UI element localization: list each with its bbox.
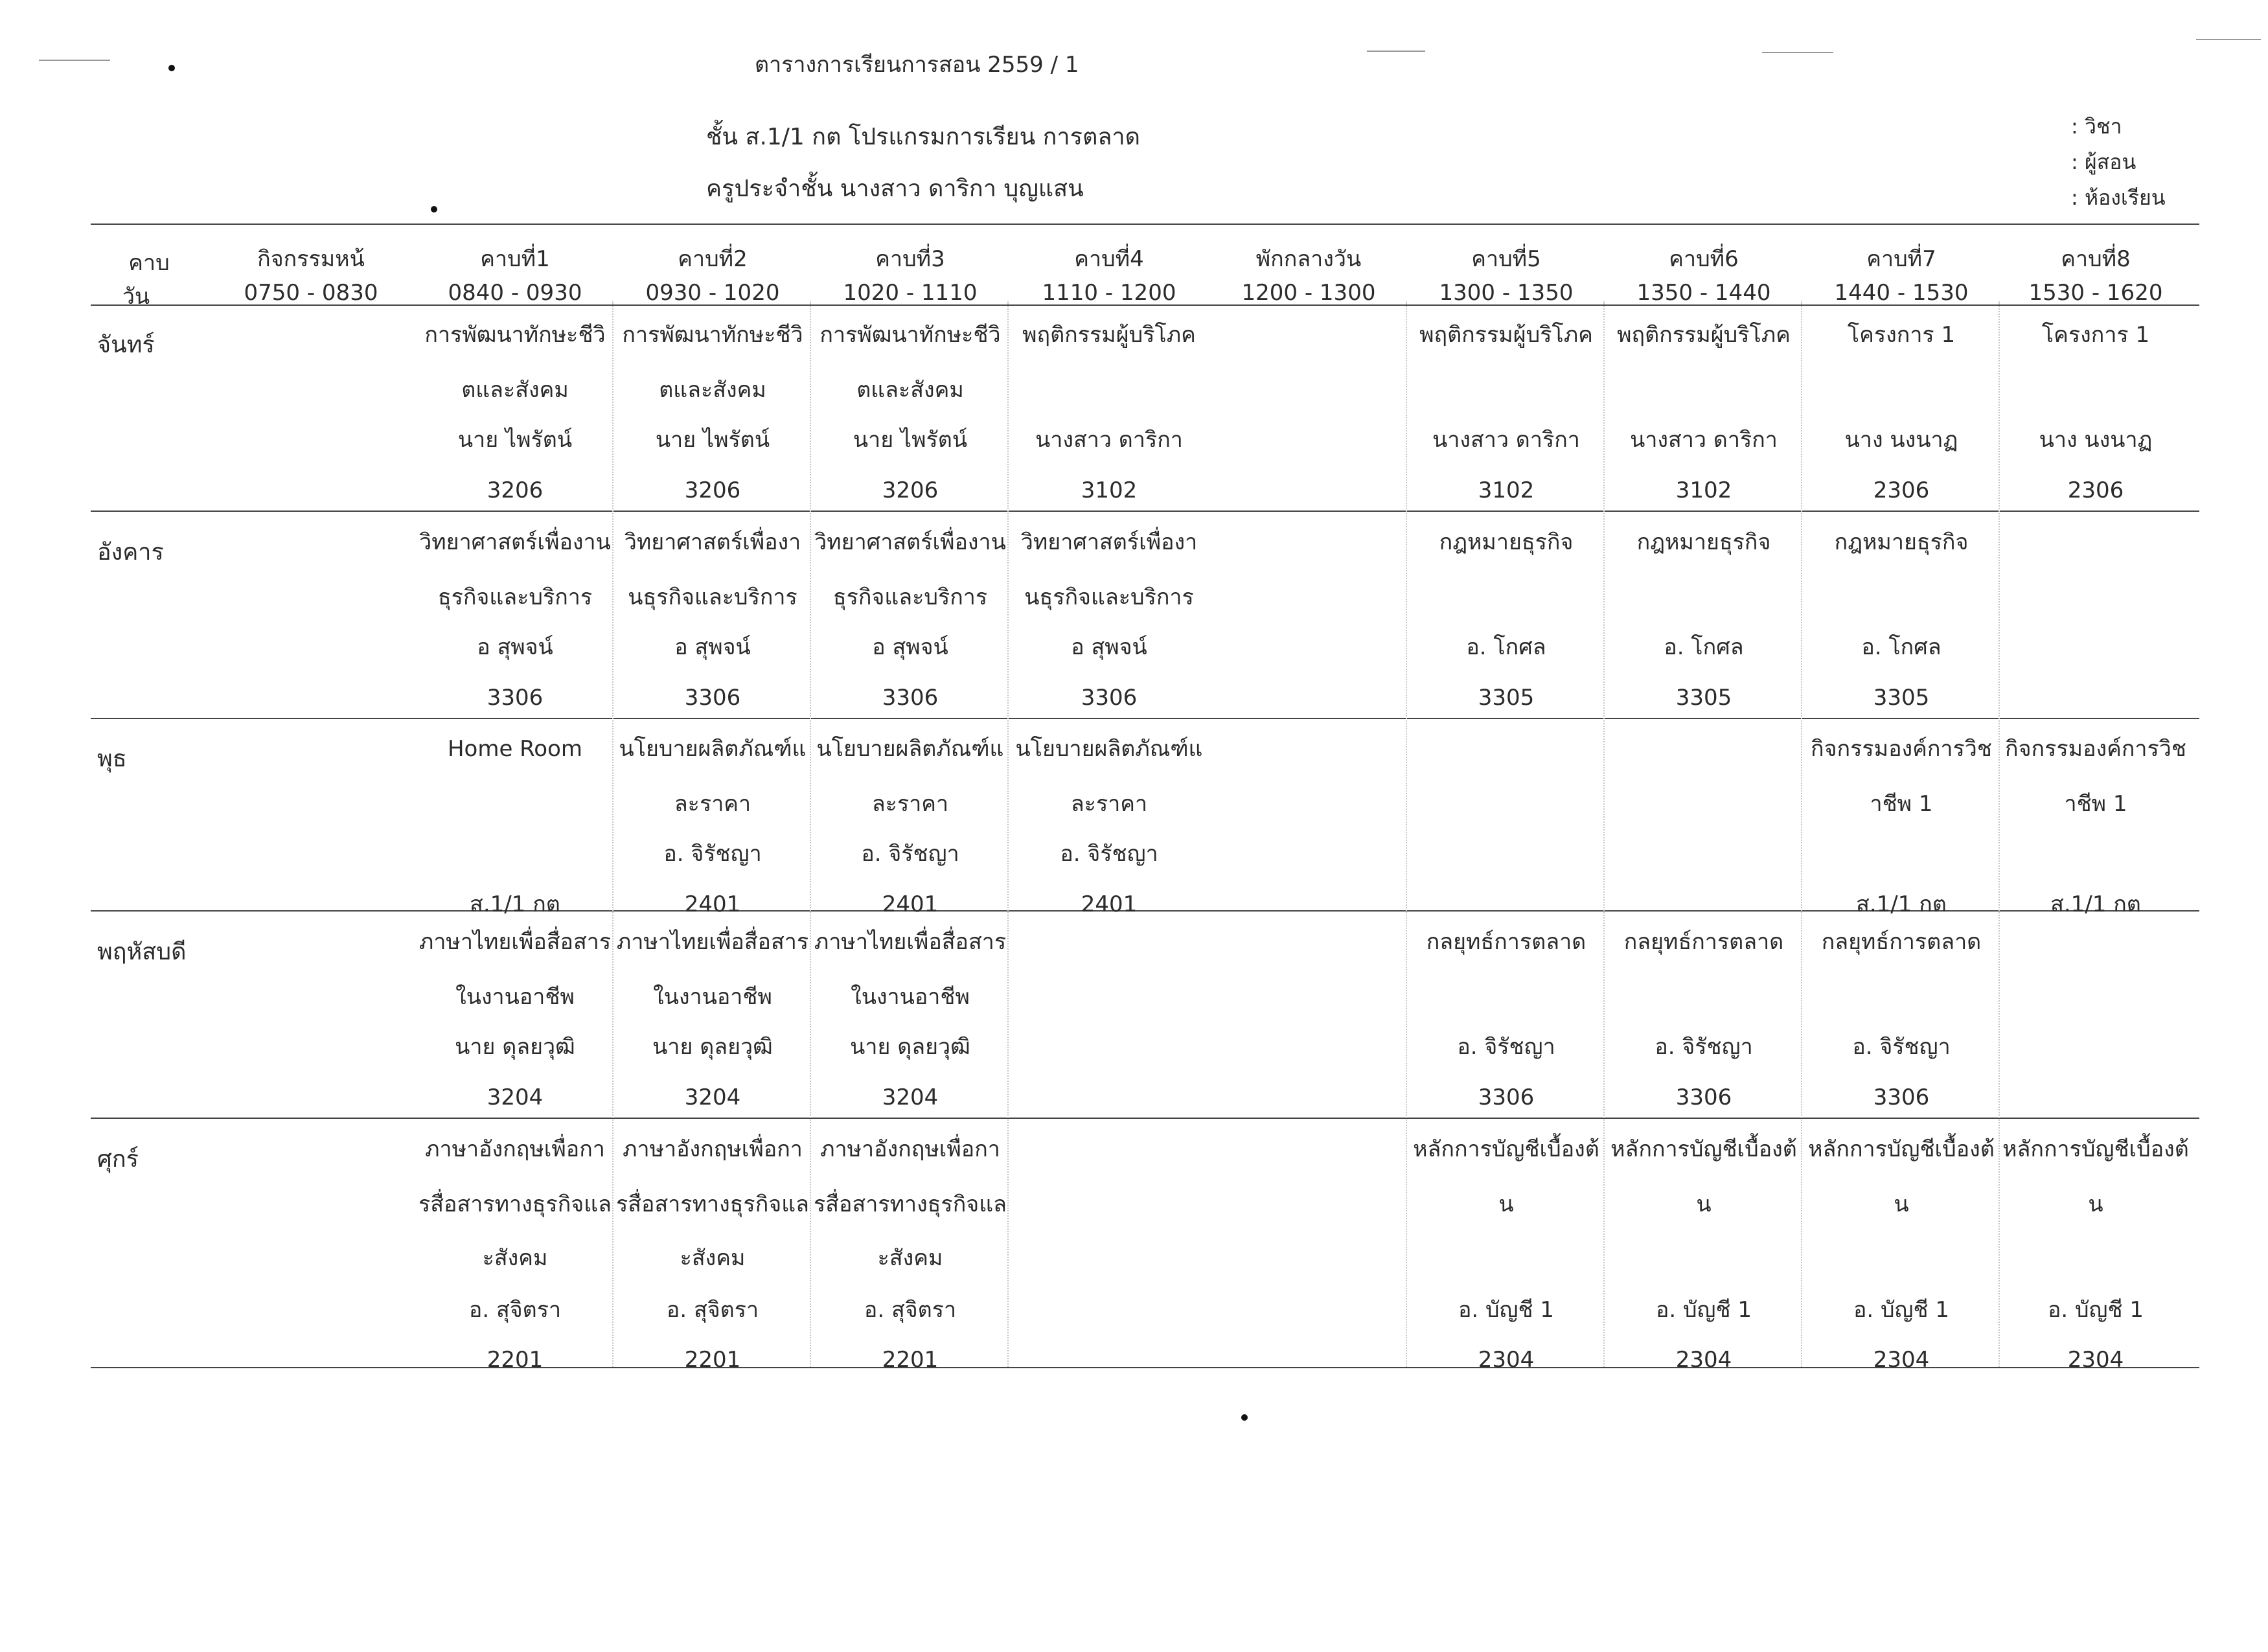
cell-text: ะสังคม bbox=[877, 1245, 943, 1271]
cell-room: 3102 bbox=[1478, 477, 1535, 503]
column-header-time: 1440 - 1530 bbox=[1834, 280, 1969, 306]
cell-text: อ. บัญชี 1 bbox=[2047, 1297, 2144, 1323]
day-label: จันทร์ bbox=[97, 332, 155, 358]
cell-room: 3306 bbox=[487, 685, 544, 711]
page-title: ตารางการเรียนการสอน 2559 / 1 bbox=[755, 52, 1079, 78]
column-header-time: 1300 - 1350 bbox=[1439, 280, 1574, 306]
column-separator bbox=[810, 301, 811, 1367]
cell-text: อ. จิรัชญา bbox=[861, 841, 959, 867]
column-separator bbox=[1406, 301, 1407, 1367]
cell-subject: กฎหมายธุรกิจ bbox=[1636, 529, 1771, 555]
cell-room: 2401 bbox=[882, 891, 939, 917]
scan-speck bbox=[1762, 52, 1833, 53]
cell-subject: ภาษาอังกฤษเพื่อกา bbox=[623, 1136, 803, 1162]
column-header-label: คาบที่3 bbox=[875, 246, 945, 272]
cell-subject: นโยบายผลิตภัณฑ์แ bbox=[1015, 736, 1203, 762]
cell-text: อ. จิรัชญา bbox=[1655, 1034, 1753, 1060]
cell-text: นธุรกิจและบริการ bbox=[628, 584, 797, 610]
cell-subject: พฤติกรรมผู้บริโภค bbox=[1419, 322, 1593, 348]
scan-speck bbox=[1241, 1414, 1248, 1421]
class-info: ชั้น ส.1/1 กต โปรแกรมการเรียน การตลาด bbox=[706, 124, 1141, 150]
cell-text: อ. สุจิตรา bbox=[666, 1297, 759, 1323]
cell-text: นาง นงนาฏ bbox=[2039, 427, 2153, 453]
cell-text: ตและสังคม bbox=[659, 377, 766, 403]
cell-subject: กิจกรรมองค์การวิช bbox=[2005, 736, 2186, 762]
cell-text: าชีพ 1 bbox=[1870, 791, 1933, 817]
column-header-time: 1110 - 1200 bbox=[1042, 280, 1176, 306]
cell-subject: หลักการบัญชีเบื้องต้ bbox=[1413, 1136, 1599, 1162]
cell-text: นาย ดุลยวุฒิ bbox=[455, 1034, 575, 1060]
column-separator bbox=[1603, 301, 1605, 1367]
cell-text: อ. โกศล bbox=[1466, 634, 1546, 660]
cell-room: 3102 bbox=[1081, 477, 1138, 503]
cell-text: นางสาว ดาริกา bbox=[1035, 427, 1183, 453]
cell-subject: การพัฒนาทักษะชีวิ bbox=[622, 322, 803, 348]
column-header-label: กิจกรรมหน้ bbox=[257, 246, 365, 272]
corner-period: คาบ bbox=[128, 250, 170, 276]
day-label: พุธ bbox=[97, 746, 127, 772]
cell-subject: ภาษาไทยเพื่อสื่อสาร bbox=[418, 929, 612, 955]
scan-speck bbox=[2196, 39, 2261, 40]
legend-teacher: : ผู้สอน bbox=[2071, 150, 2136, 174]
column-header-label: คาบที่4 bbox=[1074, 246, 1144, 272]
cell-text: นธุรกิจและบริการ bbox=[1024, 584, 1194, 610]
cell-room: 2304 bbox=[1873, 1347, 1930, 1373]
cell-text: อ. โกศล bbox=[1861, 634, 1942, 660]
cell-text: น bbox=[1498, 1191, 1514, 1217]
cell-subject: โครงการ 1 bbox=[2041, 322, 2150, 348]
cell-text: ตและสังคม bbox=[461, 377, 569, 403]
cell-text: นาย ไพรัตน์ bbox=[655, 427, 770, 453]
cell-subject: กฎหมายธุรกิจ bbox=[1834, 529, 1969, 555]
column-header-time: 1530 - 1620 bbox=[2028, 280, 2163, 306]
cell-text: น bbox=[1894, 1191, 1909, 1217]
column-header-time: 0840 - 0930 bbox=[448, 280, 582, 306]
cell-text: อ สุพจน์ bbox=[1071, 634, 1147, 660]
cell-subject: Home Room bbox=[447, 736, 583, 762]
row-divider bbox=[91, 1118, 2199, 1119]
homeroom-teacher: ครูประจำชั้น นางสาว ดาริกา บุญแสน bbox=[706, 176, 1084, 202]
day-label: พฤหัสบดี bbox=[97, 939, 187, 965]
cell-subject: ภาษาอังกฤษเพื่อกา bbox=[425, 1136, 605, 1162]
cell-text: อ. จิรัชญา bbox=[1060, 841, 1158, 867]
column-header-label: คาบที่1 bbox=[480, 246, 550, 272]
cell-text: ตและสังคม bbox=[856, 377, 964, 403]
cell-room: 3306 bbox=[1873, 1084, 1930, 1110]
column-header-time: 0930 - 1020 bbox=[645, 280, 780, 306]
cell-text: น bbox=[2088, 1191, 2103, 1217]
cell-text: ในงานอาชีพ bbox=[653, 984, 772, 1010]
cell-text: อ สุพจน์ bbox=[674, 634, 751, 660]
cell-subject: กลยุทธ์การตลาด bbox=[1426, 929, 1586, 955]
cell-room: 2401 bbox=[1081, 891, 1138, 917]
column-header-time: 1350 - 1440 bbox=[1636, 280, 1771, 306]
row-divider bbox=[91, 718, 2199, 719]
cell-subject: ภาษาไทยเพื่อสื่อสาร bbox=[616, 929, 809, 955]
cell-text: อ. สุจิตรา bbox=[864, 1297, 957, 1323]
cell-text: ละราคา bbox=[871, 791, 949, 817]
cell-subject: กิจกรรมองค์การวิช bbox=[1811, 736, 1992, 762]
cell-room: 3204 bbox=[487, 1084, 544, 1110]
cell-subject: กฎหมายธุรกิจ bbox=[1439, 529, 1574, 555]
column-header-time: 0750 - 0830 bbox=[244, 280, 378, 306]
cell-text: นาง นงนาฏ bbox=[1844, 427, 1958, 453]
column-header-label: คาบที่8 bbox=[2061, 246, 2131, 272]
cell-subject: ภาษาอังกฤษเพื่อกา bbox=[820, 1136, 1000, 1162]
cell-subject: วิทยาศาสตร์เพื่องาน bbox=[419, 529, 611, 555]
scan-speck bbox=[168, 65, 175, 71]
scan-speck bbox=[431, 206, 437, 212]
cell-room: ส.1/1 กต bbox=[470, 891, 560, 917]
cell-subject: การพัฒนาทักษะชีวิ bbox=[424, 322, 606, 348]
cell-subject: พฤติกรรมผู้บริโภค bbox=[1617, 322, 1791, 348]
cell-room: 2201 bbox=[487, 1347, 544, 1373]
column-header-time: 1020 - 1110 bbox=[843, 280, 978, 306]
cell-text: าชีพ 1 bbox=[2064, 791, 2127, 817]
cell-text: อ. บัญชี 1 bbox=[1655, 1297, 1752, 1323]
cell-subject: พฤติกรรมผู้บริโภค bbox=[1022, 322, 1196, 348]
cell-room: 2304 bbox=[1478, 1347, 1535, 1373]
cell-text: นาย ไพรัตน์ bbox=[457, 427, 573, 453]
cell-room: 2306 bbox=[2067, 477, 2124, 503]
cell-subject: โครงการ 1 bbox=[1847, 322, 1956, 348]
cell-subject: นโยบายผลิตภัณฑ์แ bbox=[619, 736, 807, 762]
legend-room: : ห้องเรียน bbox=[2071, 185, 2166, 210]
column-header-label: พักกลางวัน bbox=[1255, 246, 1362, 272]
legend-subject: : วิชา bbox=[2071, 114, 2122, 139]
cell-room: 3204 bbox=[684, 1084, 741, 1110]
cell-subject: วิทยาศาสตร์เพื่องา bbox=[1020, 529, 1198, 555]
scan-speck bbox=[39, 60, 110, 61]
column-separator bbox=[1007, 301, 1009, 1367]
cell-room: 2401 bbox=[684, 891, 741, 917]
cell-subject: กลยุทธ์การตลาด bbox=[1821, 929, 1982, 955]
column-header-label: คาบที่6 bbox=[1669, 246, 1739, 272]
cell-text: ในงานอาชีพ bbox=[851, 984, 970, 1010]
cell-subject: วิทยาศาสตร์เพื่องาน bbox=[814, 529, 1006, 555]
column-separator bbox=[612, 301, 613, 1367]
corner-day: วัน bbox=[122, 284, 150, 310]
cell-text: นาย ดุลยวุฒิ bbox=[652, 1034, 773, 1060]
cell-room: 3305 bbox=[1873, 685, 1930, 711]
cell-text: ธุรกิจและบริการ bbox=[832, 584, 988, 610]
cell-text: ละราคา bbox=[674, 791, 751, 817]
cell-text: รสื่อสารทางธุรกิจแล bbox=[814, 1191, 1007, 1217]
cell-room: 3306 bbox=[1675, 1084, 1732, 1110]
cell-room: 3102 bbox=[1675, 477, 1732, 503]
cell-text: ละราคา bbox=[1070, 791, 1148, 817]
column-header-label: คาบที่2 bbox=[678, 246, 748, 272]
column-header-label: คาบที่7 bbox=[1866, 246, 1936, 272]
column-header-time: 1200 - 1300 bbox=[1241, 280, 1376, 306]
cell-text: รสื่อสารทางธุรกิจแล bbox=[418, 1191, 612, 1217]
cell-text: อ. จิรัชญา bbox=[1852, 1034, 1951, 1060]
cell-room: 2304 bbox=[1675, 1347, 1732, 1373]
cell-subject: นโยบายผลิตภัณฑ์แ bbox=[816, 736, 1004, 762]
cell-text: อ. บัญชี 1 bbox=[1458, 1297, 1555, 1323]
cell-room: 3206 bbox=[882, 477, 939, 503]
cell-text: อ. โกศล bbox=[1664, 634, 1744, 660]
cell-text: ะสังคม bbox=[482, 1245, 548, 1271]
cell-room: 2306 bbox=[1873, 477, 1930, 503]
cell-subject: หลักการบัญชีเบื้องต้ bbox=[1808, 1136, 1995, 1162]
cell-subject: ภาษาไทยเพื่อสื่อสาร bbox=[814, 929, 1007, 955]
cell-room: 3306 bbox=[684, 685, 741, 711]
cell-text: อ. จิรัชญา bbox=[663, 841, 762, 867]
column-separator bbox=[1801, 301, 1802, 1367]
cell-text: อ สุพจน์ bbox=[477, 634, 553, 660]
cell-text: ในงานอาชีพ bbox=[455, 984, 575, 1010]
cell-subject: กลยุทธ์การตลาด bbox=[1623, 929, 1784, 955]
cell-text: นางสาว ดาริกา bbox=[1432, 427, 1580, 453]
cell-text: ะสังคม bbox=[680, 1245, 746, 1271]
cell-room: ส.1/1 กต bbox=[1856, 891, 1947, 917]
cell-room: 3305 bbox=[1675, 685, 1732, 711]
day-label: ศุกร์ bbox=[97, 1146, 139, 1173]
scan-speck bbox=[1367, 51, 1425, 52]
cell-room: 3206 bbox=[487, 477, 544, 503]
row-divider bbox=[91, 511, 2199, 512]
cell-text: อ สุพจน์ bbox=[872, 634, 948, 660]
cell-subject: หลักการบัญชีเบื้องต้ bbox=[2002, 1136, 2189, 1162]
table-top-rule bbox=[91, 224, 2199, 225]
column-separator bbox=[1999, 301, 2000, 1367]
cell-room: 3206 bbox=[684, 477, 741, 503]
cell-room: ส.1/1 กต bbox=[2050, 891, 2141, 917]
cell-text: ธุรกิจและบริการ bbox=[437, 584, 593, 610]
cell-text: รสื่อสารทางธุรกิจแล bbox=[616, 1191, 809, 1217]
cell-room: 3305 bbox=[1478, 685, 1535, 711]
cell-text: อ. จิรัชญา bbox=[1457, 1034, 1555, 1060]
cell-room: 3306 bbox=[1081, 685, 1138, 711]
cell-room: 2201 bbox=[882, 1347, 939, 1373]
cell-subject: หลักการบัญชีเบื้องต้ bbox=[1610, 1136, 1797, 1162]
cell-room: 3306 bbox=[882, 685, 939, 711]
cell-text: นางสาว ดาริกา bbox=[1630, 427, 1778, 453]
cell-subject: วิทยาศาสตร์เพื่องา bbox=[624, 529, 801, 555]
cell-room: 3204 bbox=[882, 1084, 939, 1110]
cell-text: อ. สุจิตรา bbox=[468, 1297, 562, 1323]
cell-text: นาย ดุลยวุฒิ bbox=[850, 1034, 970, 1060]
cell-room: 3306 bbox=[1478, 1084, 1535, 1110]
cell-room: 2304 bbox=[2067, 1347, 2124, 1373]
cell-text: น bbox=[1696, 1191, 1712, 1217]
cell-room: 2201 bbox=[684, 1347, 741, 1373]
day-label: อังคาร bbox=[97, 539, 164, 566]
cell-text: อ. บัญชี 1 bbox=[1853, 1297, 1950, 1323]
column-header-label: คาบที่5 bbox=[1471, 246, 1541, 272]
cell-text: นาย ไพรัตน์ bbox=[853, 427, 968, 453]
cell-subject: การพัฒนาทักษะชีวิ bbox=[819, 322, 1001, 348]
